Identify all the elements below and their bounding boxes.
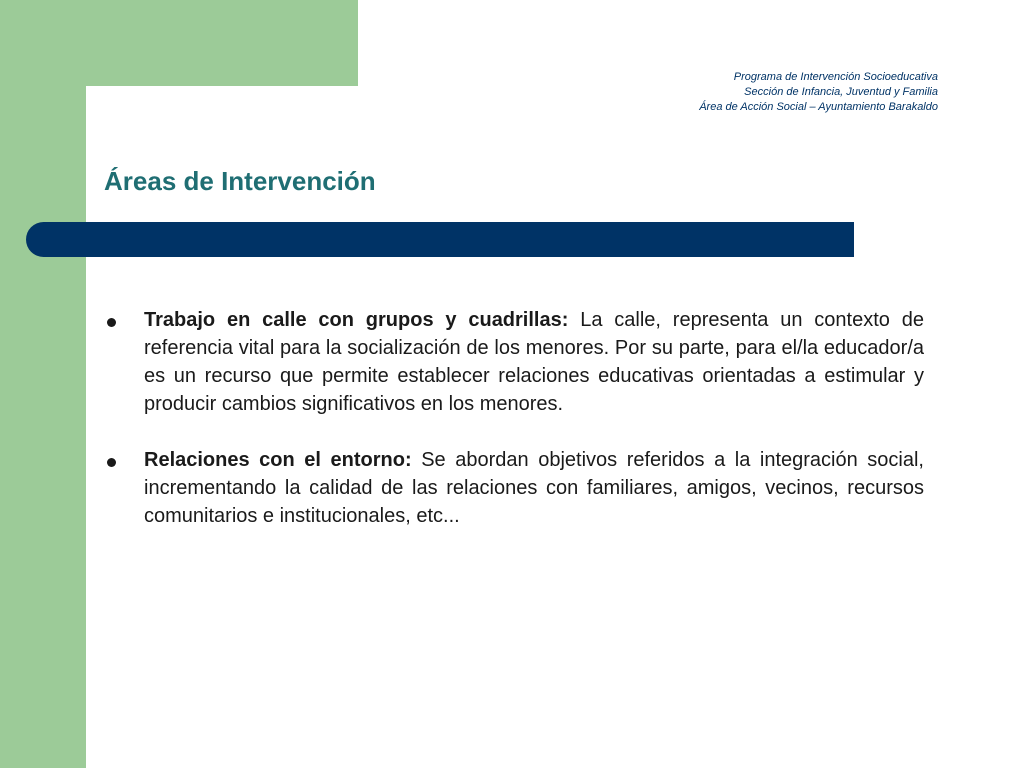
- bullet-lead-street-work: Trabajo en calle con grupos y cuadrillas:: [144, 309, 569, 331]
- title-underline-bar: [26, 222, 854, 257]
- top-green-band: [0, 0, 358, 86]
- bullet-item-street-work: [104, 306, 924, 418]
- bullet-text-street-work: La calle, representa un contexto de referencia vital para la socialización de los menores. Por su parte, para el/la educador/a es un recurso que permite establecer relaciones educativas orientadas a estimular y producir cambios significativos en los menores.: [144, 309, 924, 415]
- header-line-section: Sección de Infancia, Juventud y Familia: [744, 86, 938, 98]
- program-header: [378, 70, 938, 115]
- left-green-band: [0, 0, 86, 768]
- bullet-list: [104, 306, 924, 558]
- bullet-dot-icon: [107, 318, 116, 327]
- slide-title: Áreas de Intervención: [104, 166, 376, 196]
- header-line-program: Programa de Intervención Socioeducativa: [733, 71, 938, 83]
- header-line-area: Área de Acción Social – Ayuntamiento Barakaldo: [699, 101, 938, 113]
- bullet-dot-icon: [107, 458, 116, 467]
- bullet-item-environment: [104, 446, 924, 530]
- bullet-lead-environment: Relaciones con el entorno:: [144, 449, 412, 471]
- bullet-text-environment: Se abordan objetivos referidos a la integración social, incrementando la calidad de las relaciones con familiares, amigos, vecinos, recursos comunitarios e institucionales, etc...: [144, 449, 924, 527]
